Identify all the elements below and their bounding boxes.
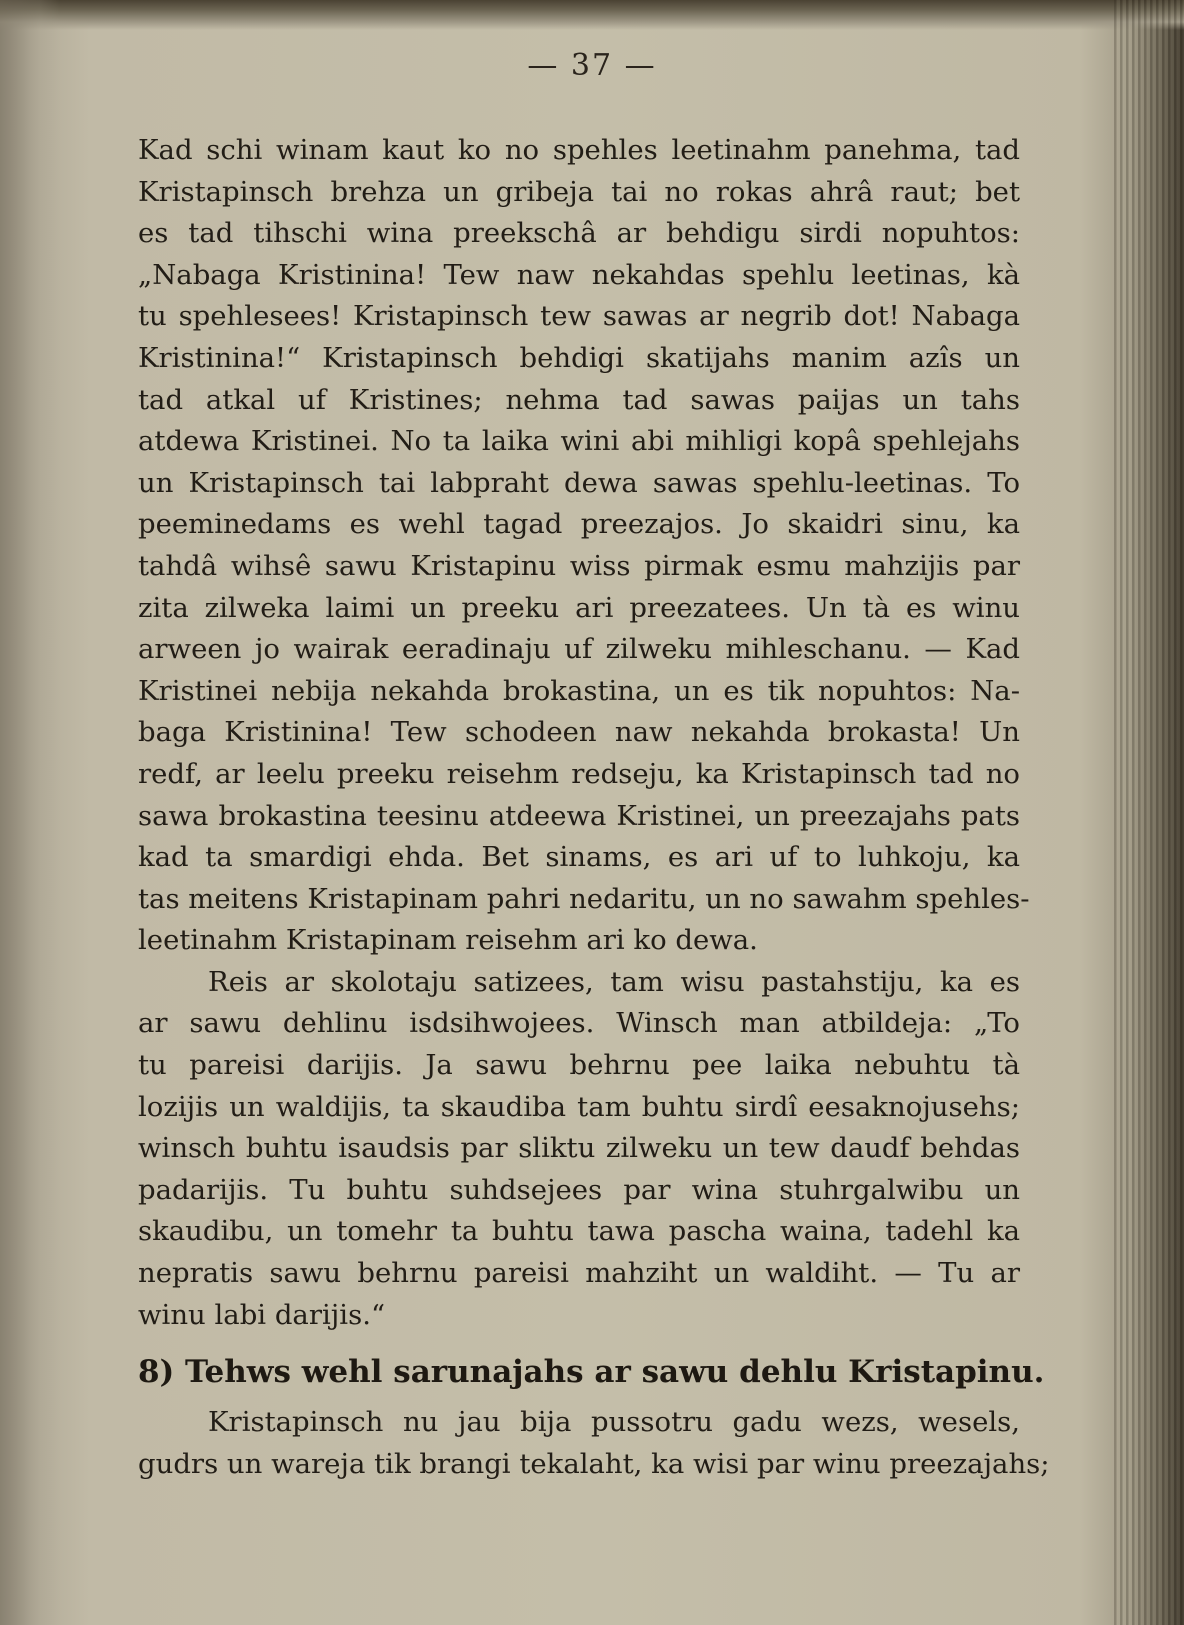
text-line: tahdâ wihsê sawu Kristapinu wiss pirmak esmu mahzijis par — [138, 549, 1020, 582]
text-line: Kristinina!“ Kristapinsch behdigi skatijahs manim azîs un — [138, 341, 1020, 374]
text-line: tad atkal uf Kristines; nehma tad sawas paijas un tahs — [138, 383, 1020, 416]
text-line: zita zilweka laimi un preeku ari preezatees. Un tà es winu — [138, 591, 1020, 624]
paragraph — [138, 1402, 1050, 1485]
section-heading: 8) Tehws wehl sarunajahs ar sawu dehlu Kristapinu. — [138, 1354, 1045, 1391]
page-number: — 37 — — [527, 48, 657, 83]
text-line: tu pareisi darijis. Ja sawu behrnu pee laika nebuhtu tà — [138, 1049, 1020, 1082]
book-spine — [1114, 0, 1184, 1625]
page-left-margin — [0, 0, 60, 1625]
text-line: Kristinei nebija nekahda brokastina, un es tik nopuhtos: Na- — [138, 674, 1020, 707]
text-line: sawa brokastina teesinu atdeewa Kristinei, un preezajahs pats — [138, 799, 1020, 832]
text-line: winu labi darijis.“ — [138, 1298, 386, 1331]
text-line: ar sawu dehlinu isdsihwojees. Winsch man atbildeja: „To — [138, 1007, 1020, 1040]
text-line: Kristapinsch brehza un gribeja tai no rokas ahrâ raut; bet — [138, 175, 1020, 208]
text-line: es tad tihschi wina preekschâ ar behdigu sirdi nopuhtos: — [138, 217, 1020, 250]
text-line: peeminedams es wehl tagad preezajos. Jo skaidri sinu, ka — [138, 508, 1020, 541]
text-line: winsch buhtu isaudsis par sliktu zilweku un tew daudf behdas — [138, 1132, 1020, 1165]
text-line: Reis ar skolotaju satizees, tam wisu pastahstiju, ka es — [208, 965, 1020, 998]
paragraph — [138, 962, 1020, 1336]
text-line: arween jo wairak eeradinaju uf zilweku mihleschanu. — Kad — [138, 633, 1020, 666]
text-line: Kad schi winam kaut ko no spehles leetinahm panehma, tad — [138, 134, 1020, 166]
text-line: leetinahm Kristapinam reisehm ari ko dewa. — [138, 924, 758, 957]
text-line: baga Kristinina! Tew schodeen naw nekahda brokasta! Un — [138, 716, 1020, 749]
paragraph — [138, 130, 1030, 962]
body-text — [138, 130, 1050, 1485]
page-top-edge — [0, 0, 1184, 30]
text-line: atdewa Kristinei. No ta laika wini abi mihligi kopâ spehlejahs — [138, 425, 1020, 458]
text-line: tas meitens Kristapinam pahri nedaritu, un no sawahm spehles- — [138, 882, 1030, 915]
text-line: „Nabaga Kristinina! Tew naw nekahdas spehlu leetinas, kà — [138, 258, 1020, 291]
text-line: padarijis. Tu buhtu suhdsejees par wina stuhrgalwibu un — [138, 1173, 1020, 1206]
text-line: tu spehlesees! Kristapinsch tew sawas ar negrib dot! Nabaga — [138, 300, 1020, 333]
text-line: lozijis un waldijis, ta skaudiba tam buhtu sirdî eesaknojusehs; — [138, 1090, 1020, 1123]
text-line: gudrs un wareja tik brangi tekalaht, ka wisi par winu preezajahs; — [138, 1447, 1050, 1480]
text-line: kad ta smardigi ehda. Bet sinams, es ari uf to luhkoju, ka — [138, 841, 1020, 874]
text-line: nepratis sawu behrnu pareisi mahziht un waldiht. — Tu ar — [138, 1257, 1020, 1290]
text-line: Kristapinsch nu jau bija pussotru gadu wezs, wesels, — [208, 1406, 1020, 1439]
text-line: skaudibu, un tomehr ta buhtu tawa pascha waina, tadehl ka — [138, 1215, 1020, 1248]
text-line: redf, ar leelu preeku reisehm redseju, ka Kristapinsch tad no — [138, 757, 1020, 790]
text-line: un Kristapinsch tai labpraht dewa sawas spehlu-leetinas. To — [138, 466, 1020, 499]
